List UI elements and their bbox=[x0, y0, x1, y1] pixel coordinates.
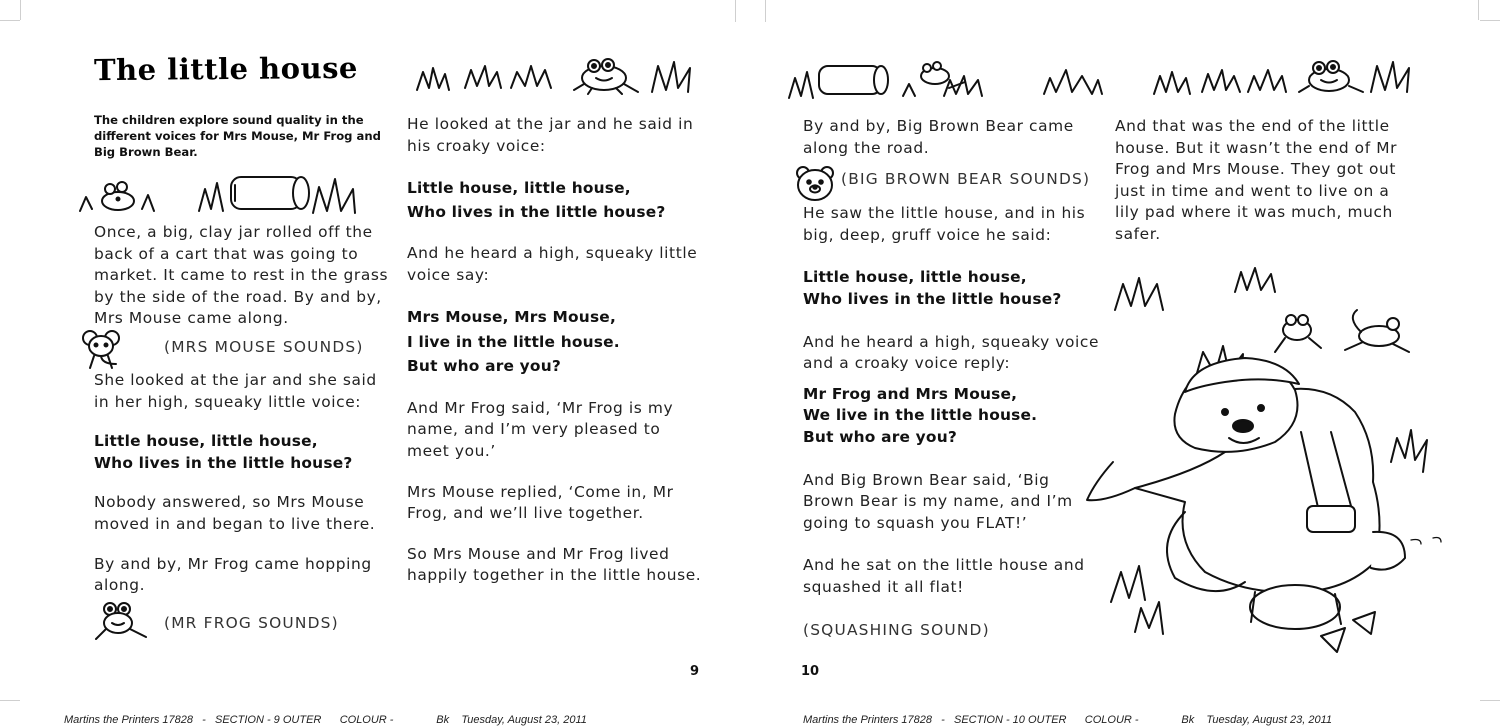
paragraph: And Big Brown Bear said, ‘Big Brown Bear is my name, and I’m going to squash you FLAT!’ bbox=[803, 470, 1073, 532]
left-page bbox=[0, 0, 745, 728]
paragraph: Mrs Mouse replied, ‘Come in, Mr Frog, and we’ll live together. bbox=[407, 482, 674, 523]
paragraph: By and by, Big Brown Bear came along the road. bbox=[803, 117, 1074, 157]
paragraph: He looked at the jar and he said in his croaky voice: bbox=[407, 115, 694, 155]
grass-icon bbox=[648, 58, 698, 94]
right-column-1 bbox=[803, 116, 1103, 641]
verse-line: Little house, little house, bbox=[803, 268, 1027, 287]
paragraph: By and by, Mr Frog came hopping along. bbox=[94, 554, 372, 595]
mouse-icon bbox=[78, 175, 158, 215]
verse-line: We live in the little house. bbox=[803, 406, 1038, 425]
verse-line: I live in the little house. bbox=[407, 332, 620, 351]
paragraph: He saw the little house, and in his big, deep, gruff voice he said: bbox=[803, 204, 1086, 244]
printer-footer: Martins the Printers 17828 - SECTION - 9 OUTER COLOUR - Bk Tuesday, August 23, 2011 bbox=[64, 714, 587, 726]
sound-cue: (MR FROG SOUNDS) bbox=[164, 613, 339, 632]
frog-icon bbox=[1297, 58, 1369, 96]
paragraph: So Mrs Mouse and Mr Frog lived happily together in the little house. bbox=[407, 544, 702, 585]
sound-cue: (SQUASHING SOUND) bbox=[803, 620, 990, 639]
sound-cue: (MRS MOUSE SOUNDS) bbox=[164, 337, 364, 356]
grass-icon bbox=[1040, 64, 1110, 96]
verse-line: But who are you? bbox=[803, 427, 957, 446]
sound-cue-row bbox=[94, 597, 390, 641]
left-column-2 bbox=[407, 114, 707, 587]
frog-icon bbox=[570, 56, 645, 96]
paragraph: And he heard a high, squeaky voice and a croaky voice reply: bbox=[803, 332, 1100, 373]
verse-line: Mrs Mouse, Mrs Mouse, bbox=[407, 308, 616, 327]
jar-icon bbox=[195, 165, 365, 217]
paragraph: And that was the end of the little house. But it wasn’t the end of Mr Frog and Mrs Mouse. They got out just in time and went to live on a lily pad where it was much, much safer. bbox=[1115, 117, 1398, 243]
paragraph: She looked at the jar and she said in her high, squeaky little voice: bbox=[94, 370, 377, 411]
verse-line: Who lives in the little house? bbox=[407, 203, 666, 222]
page-number: 9 bbox=[690, 664, 700, 679]
grass-icon bbox=[940, 68, 1000, 98]
sound-cue: (BIG BROWN BEAR SOUNDS) bbox=[841, 170, 1091, 189]
mouse-icon bbox=[76, 328, 136, 372]
right-column-2 bbox=[1115, 116, 1415, 246]
verse-line: Little house, little house, bbox=[94, 432, 318, 451]
sound-cue-row bbox=[94, 330, 390, 370]
verse-line: Who lives in the little house? bbox=[803, 289, 1062, 308]
paragraph: Nobody answered, so Mrs Mouse moved in and began to live there. bbox=[94, 493, 376, 533]
grass-icon bbox=[1367, 58, 1415, 94]
paragraph: And he sat on the little house and squashed it all flat! bbox=[803, 556, 1085, 596]
sound-cue-row bbox=[803, 159, 1103, 203]
intro-text: The children explore sound quality in the different voices for Mrs Mouse, Mr Frog and Big Brown Bear. bbox=[94, 113, 381, 159]
bear-sitting-illustration bbox=[1075, 262, 1475, 662]
verse-line: But who are you? bbox=[407, 357, 561, 376]
paragraph: Once, a big, clay jar rolled off the back of a cart that was going to market. It came to rest in the grass by the side of the road. By and by, Mrs Mouse came along. bbox=[94, 223, 389, 328]
grass-icon bbox=[415, 60, 555, 95]
paragraph: And he heard a high, squeaky little voice say: bbox=[407, 244, 698, 284]
page-number: 10 bbox=[801, 664, 820, 679]
printer-footer: Martins the Printers 17828 - SECTION - 10 OUTER COLOUR - Bk Tuesday, August 23, 2011 bbox=[803, 714, 1332, 726]
frog-icon bbox=[92, 599, 154, 643]
right-page bbox=[745, 0, 1500, 728]
page-title: The little house bbox=[93, 50, 359, 88]
verse-line: Mr Frog and Mrs Mouse, bbox=[803, 384, 1018, 403]
bear-face-icon bbox=[793, 163, 839, 203]
paragraph: And Mr Frog said, ‘Mr Frog is my name, and I’m very pleased to meet you.’ bbox=[407, 398, 674, 461]
grass-icon bbox=[1150, 64, 1290, 96]
verse-line: Little house, little house, bbox=[407, 179, 631, 198]
verse-line: Who lives in the little house? bbox=[94, 453, 353, 472]
left-column-1 bbox=[94, 222, 390, 641]
